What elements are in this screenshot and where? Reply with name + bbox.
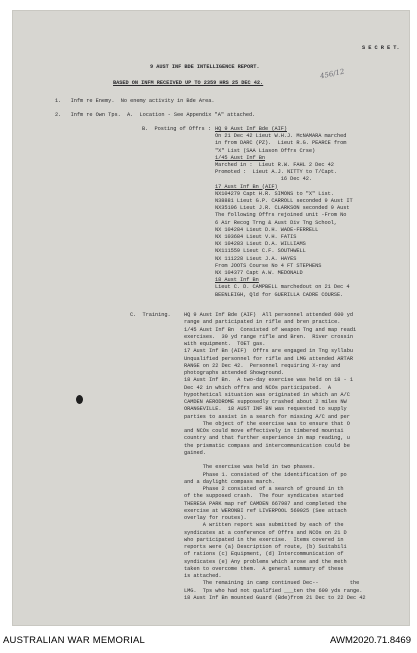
- posting-line: Lieut C. D. CAMPBELL marchedout on 21 Dec 4: [215, 284, 350, 291]
- training-line: The remaining in camp continued Dec-- the: [184, 580, 360, 587]
- training-line: hypothetical situation was originated in which an A/C: [184, 391, 350, 398]
- posting-line: NX 103684 Lieut V.H. FATIS: [215, 234, 297, 240]
- posting-line: 1/45 Aust Inf Bn: [215, 154, 266, 161]
- posting-line: NX 111228 Lieut J.A. HAYES: [215, 255, 297, 262]
- training-line: and NCOs could move effectively in timbered mountai: [184, 428, 344, 434]
- training-line: country and that further experience in map reading, u: [184, 435, 350, 442]
- training-line: Phase 2 consisted of a search of ground in th: [184, 486, 344, 492]
- posting-line: BEENLEIGH, Qld for GUERILLA CADRE COURSE.: [215, 291, 344, 298]
- posting-line: The following Offrs rejoined unit -From No: [215, 212, 347, 219]
- training-line: and a daylight compass march.: [184, 478, 275, 485]
- posting-line: in from DARC (PZ). Lieut R.G. PEARCE from: [215, 140, 347, 147]
- training-line: 18 Aust Inf Bn. A two-day exercise was held on 18 - 1: [184, 377, 353, 384]
- training-line: The object of the exercise was to ensure that O: [184, 420, 350, 427]
- training-line: Dec 42 in which offrs and NCOs participated. A: [184, 384, 332, 391]
- training-line: exercise at WERONBI ref LIVERPOOL 569025 (See attach: [184, 507, 347, 514]
- document-page: [12, 10, 410, 626]
- training-line: taken to overcome them. A general summary of these: [184, 565, 344, 572]
- training-line: syndicates (e) Any problems which arose and the meth: [184, 558, 347, 565]
- posting-line: "X" List (SAA Liason Offrs Crse): [215, 147, 316, 154]
- training-line: 17 Aust Inf Bn (AIF) Offrs are engaged in Tng syllabu: [184, 348, 353, 355]
- training-line: photographs attended Showground.: [184, 370, 285, 376]
- training-line: overlay for routes).: [184, 515, 247, 521]
- training-line: 1/45 Aust Inf Bn Consisted of weapon Tng and map readi: [184, 326, 357, 333]
- training-line: who participated in the exercise. Items covered in: [184, 536, 344, 543]
- section-enemy: 1. Infm re Enemy. No enemy activity in Bde Area.: [55, 98, 215, 104]
- training-line: Phase 1. consisted of the identification of po: [184, 471, 347, 478]
- training-line: the prismatic compass and intercommunication could be: [184, 442, 350, 449]
- handwritten-reference: 456/12: [319, 67, 346, 81]
- training-line: syndicates at a conference of Offrs and NCOs on 21 D: [184, 529, 347, 536]
- report-title: 9 AUST INF BDE INTELLIGENCE REPORT.: [150, 64, 260, 70]
- archive-footer: [0, 626, 417, 653]
- posting-line: NX111559 Lieut C.F. SOUTHWELL: [215, 248, 306, 255]
- posting-line: 18 Aust Inf Bn: [215, 277, 259, 284]
- training-line: RANGE on 22 Dec 42. Personnel requiring X-ray and: [184, 362, 341, 369]
- training-line: of rations (c) Equipment, (d) Intercommunication of: [184, 551, 344, 558]
- training-line: exercises. 30 yd range rifle and Bren. River crossin: [184, 333, 353, 340]
- posting-line: NX 104377 Capt A.W. MEDONALD: [215, 270, 303, 276]
- training-line: Unqualified personnel for rifle and LMG attended ARTAR: [184, 355, 353, 362]
- training-line: LMG. Tps who had not qualified ___ten the 600 yds range.: [184, 587, 363, 594]
- posting-line: On 21 Dec 42 Lieut W.H.J. McNAMARA marched: [215, 133, 347, 140]
- posting-line: HQ 9 Aust Inf Bde (AIF): [215, 126, 287, 132]
- section-own-troops: 2. Infm re Own Tps. A. Location - See Appendix "A" attached.: [55, 112, 256, 118]
- posting-line: 6 Air Recog Trng & Aust Div Tng School,: [215, 219, 338, 226]
- training-line: THERESA PARK map ref CAMDEN 667987 and completed the: [184, 500, 347, 507]
- training-line: The exercise was held in two phases.: [184, 464, 316, 471]
- training-line: range and participated in rifle and bren practice.: [184, 319, 341, 326]
- posting-line: From JOOTS Course No 4 FT STEPHENS: [215, 262, 322, 269]
- posting-line: N38881 Lieut G.P. CARROLL seconded 9 Aust IT: [215, 198, 353, 204]
- training-line: of the supposed crash. The four syndicates started: [184, 493, 344, 500]
- training-line: parties to assist in a search for missing A/C and per: [184, 413, 350, 420]
- training-line: 18 Aust Inf Bn mounted Guard (Bde)from 21 Dec to 22 Dec 42: [184, 594, 366, 601]
- posting-line: NX 104284 Lieut D.H. WADE-FERRELL: [215, 226, 319, 233]
- posting-line: 16 Dec 42.: [215, 176, 312, 183]
- training-line: A written report was submitted by each of the: [184, 522, 344, 529]
- training-line: HQ 9 Aust Inf Bde (AIF) All personnel attended 600 yd: [184, 312, 353, 318]
- training-line: with equipment. TOET gas.: [184, 341, 266, 347]
- training-line: gained.: [184, 449, 206, 456]
- training-line: CAMDEN AERODROME supposedly crashed about 2 miles NW: [184, 399, 347, 405]
- security-classification: S E C R E T.: [362, 45, 400, 51]
- institution-name: AUSTRALIAN WAR MEMORIAL: [3, 635, 146, 646]
- training-line: ORANGEVILLE. 18 AUST INF BN was requested to supply: [184, 406, 347, 413]
- report-subtitle: BASED ON INFM RECEIVED UP TO 2359 HRS 25 DEC 42.: [113, 80, 264, 86]
- posting-line: 17 Aust Inf Bn (AIF): [215, 183, 278, 190]
- training-label: C. Training.: [130, 312, 171, 318]
- punch-hole: [76, 395, 83, 404]
- training-line: reports were (a) Description of route, (b) Suitabili: [184, 544, 347, 550]
- posting-line: NX35106 Lieut J.R. CLARKSON seconded 9 Aust: [215, 205, 350, 212]
- record-id: AWM2020.71.8469: [330, 635, 411, 646]
- posting-line: NX104279 Capt H.R. SIMONS to "X" List.: [215, 190, 334, 197]
- posting-line: Marched in : Lieut R.W. FAHL 2 Dec 42: [215, 162, 334, 168]
- posting-line: NX 104283 Lieut D.A. WILLIAMS: [215, 241, 306, 248]
- training-line: is attached.: [184, 573, 222, 579]
- posting-line: Promoted : Lieut A.J. NITTY to T/Capt.: [215, 169, 338, 176]
- posting-label: B. Posting of Offrs :: [142, 126, 211, 132]
